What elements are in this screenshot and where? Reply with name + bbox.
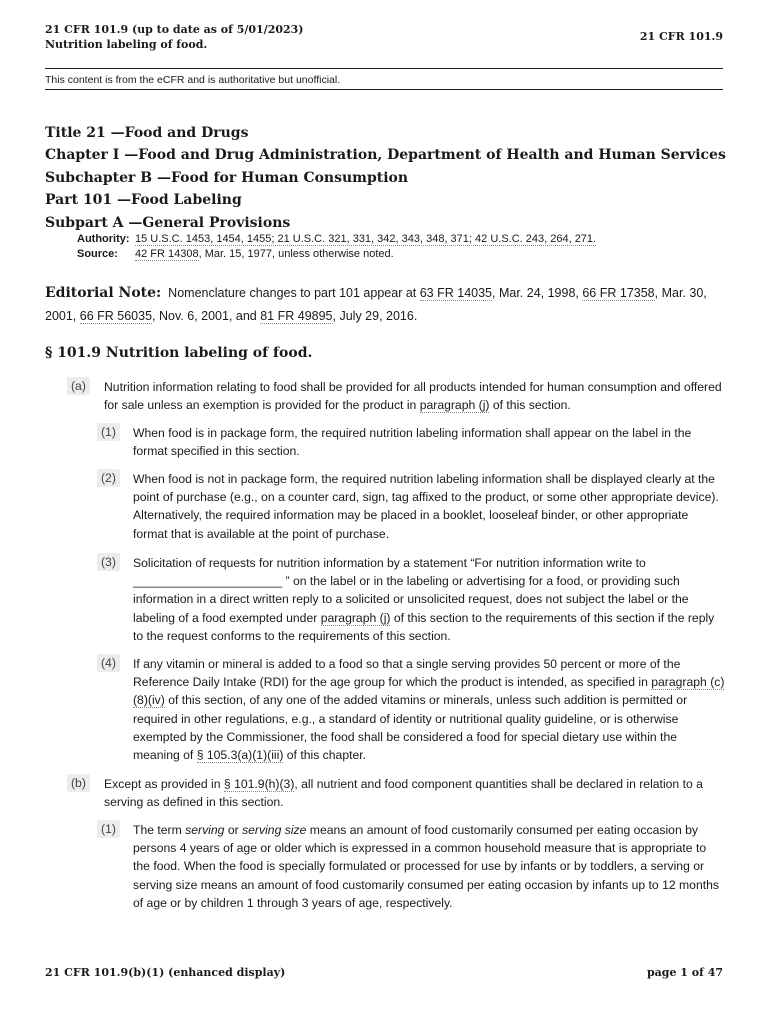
paragraph-text: means an amount of food customarily consumed per eating occasion by persons 4 years of age or older which is expressed in a common household measure that is appropriate to the food. When the food is specially formulated or processed for use by infants or by toddlers, a serving or serving size means an amount of food customarily consumed per eating occasion by infants up to 12 months of age or by children 1 through 3 years of age, respectively. <box>133 823 719 910</box>
page-header <box>45 22 304 52</box>
paragraph-text: , all nutrient and food component quantities shall be declared in relation to a serving as defined in this section. <box>104 777 703 810</box>
paragraph-marker[interactable]: (1) <box>97 423 120 441</box>
paragraph-marker[interactable]: (a) <box>67 377 90 395</box>
editorial-note <box>45 282 725 328</box>
paragraph-a <box>71 378 724 414</box>
header-title: Nutrition labeling of food. <box>45 38 208 51</box>
editorial-text: , Nov. 6, 2001, and <box>152 309 261 323</box>
paragraph-text: When food is not in package form, the required nutrition labeling information shall be displayed clearly at the point of purchase (e.g., on a counter card, sign, tag affixed to the product, or some other appropriate device). Alternatively, the required information may be placed in a booklet, looseleaf binder, or other appropriate format that is available at the point of purchase. <box>133 472 719 541</box>
paragraph-a-2 <box>101 470 725 543</box>
paragraph-a-1 <box>101 424 725 460</box>
editorial-label: Editorial Note: <box>45 285 162 301</box>
defined-term: serving size <box>242 823 307 837</box>
section-heading: § 101.9 Nutrition labeling of food. <box>45 345 313 361</box>
hierarchy-part: Part 101 —Food Labeling <box>45 192 242 209</box>
hierarchy-block <box>45 122 726 234</box>
header-divider <box>45 68 723 69</box>
footer-citation: 21 CFR 101.9(b)(1) (enhanced display) <box>45 966 286 979</box>
paragraph-text: of this section, of any one of the added vitamins or minerals, unless such addition is permitted or required in other regulations, e.g., a standard of identity or nutritional quality guideline, or is otherwise exempted by the Commissioner, the food shall be considered a food for special dietary use within the meaning of <box>133 693 688 763</box>
paragraph-text: Nutrition information relating to food shall be provided for all products intended for human consumption and offered for sale unless an exemption is provided for the product in <box>104 380 722 413</box>
cross-reference-link[interactable]: § 101.9(h)(3) <box>223 777 295 791</box>
defined-term: serving <box>185 823 225 837</box>
paragraph-text: of this section. <box>489 398 571 413</box>
paragraph-marker[interactable]: (4) <box>97 654 120 672</box>
paragraph-text: Except as provided in <box>104 777 224 791</box>
paragraph-a-3 <box>101 554 725 645</box>
authority-citations[interactable]: 15 U.S.C. 1453, 1454, 1455; 21 U.S.C. 321, 331, 342, 343, 348, 371; 42 U.S.C. 243, 264, 271. <box>135 233 597 245</box>
hierarchy-title: Title 21 —Food and Drugs <box>45 125 249 141</box>
editorial-link[interactable]: 66 FR 56035 <box>79 309 153 323</box>
paragraph-marker[interactable]: (2) <box>97 469 120 487</box>
paragraph-a-4 <box>101 655 725 764</box>
source-row <box>77 247 596 262</box>
source-link[interactable]: 42 FR 14308 <box>135 248 199 260</box>
paragraph-text: of this section to the requirements of this section if the reply to the request conforms to the requirements of this section. <box>133 610 715 643</box>
editorial-text: , Mar. 30, 2001, <box>45 286 707 323</box>
editorial-text: , Mar. 24, 1998, <box>492 286 583 300</box>
source-text: , Mar. 15, 1977, unless otherwise noted. <box>198 248 394 260</box>
cross-reference-link[interactable]: § 105.3(a)(1)(iii) <box>196 748 284 763</box>
paragraph-text: or <box>224 823 243 837</box>
paragraph-text: Solicitation of requests for nutrition information by a statement “For nutrition information write to ______________________ ” on the label or in the labeling or advertising for a food, or providing such information in a direct written reply to a solicited or unsolicited request, does not subject the label or the labeling of a food exempted under <box>133 556 689 625</box>
header-citation: 21 CFR 101.9 (up to date as of 5/01/2023) <box>45 23 304 36</box>
paragraph-b-1 <box>101 821 725 912</box>
editorial-text: , July 29, 2016. <box>332 309 418 323</box>
cross-reference-link[interactable]: paragraph (j) <box>320 610 391 625</box>
paragraph-marker[interactable]: (3) <box>97 553 120 571</box>
paragraph-b <box>71 775 724 811</box>
authority-source-block <box>77 232 596 262</box>
notice-divider <box>45 89 723 90</box>
authority-label: Authority: <box>77 233 130 245</box>
hierarchy-chapter: Chapter I —Food and Drug Administration, Department of Health and Human Services <box>45 147 726 164</box>
editorial-link[interactable]: 81 FR 49895 <box>260 309 333 323</box>
cross-reference-link[interactable]: paragraph (j) <box>419 398 490 413</box>
paragraph-text: of this chapter. <box>283 748 367 763</box>
header-right-citation: 21 CFR 101.9 <box>639 30 723 43</box>
hierarchy-subchapter: Subchapter B —Food for Human Consumption <box>45 169 409 186</box>
editorial-text: Nomenclature changes to part 101 appear at <box>168 286 420 300</box>
source-label: Source: <box>77 248 118 260</box>
paragraph-text: The term <box>133 823 186 837</box>
editorial-link[interactable]: 66 FR 17358 <box>582 286 655 300</box>
paragraph-marker[interactable]: (1) <box>97 820 120 838</box>
authority-row <box>77 232 596 247</box>
editorial-link[interactable]: 63 FR 14035 <box>419 286 493 300</box>
cross-reference-link[interactable]: paragraph (c)(8)(iv) <box>133 675 725 708</box>
paragraph-text: When food is in package form, the required nutrition labeling information shall appear on the label in the format specified in this section. <box>133 426 692 459</box>
page-number: page 1 of 47 <box>646 966 723 979</box>
paragraph-text: If any vitamin or mineral is added to a food so that a single serving provides 50 percent or more of the Reference Daily Intake (RDI) for the age group for which the product is intended, as specified in <box>133 657 681 690</box>
authority-notice: This content is from the eCFR and is authoritative but unofficial. <box>45 74 341 86</box>
paragraph-marker[interactable]: (b) <box>67 774 90 792</box>
hierarchy-subpart: Subpart A —General Provisions <box>45 214 291 231</box>
